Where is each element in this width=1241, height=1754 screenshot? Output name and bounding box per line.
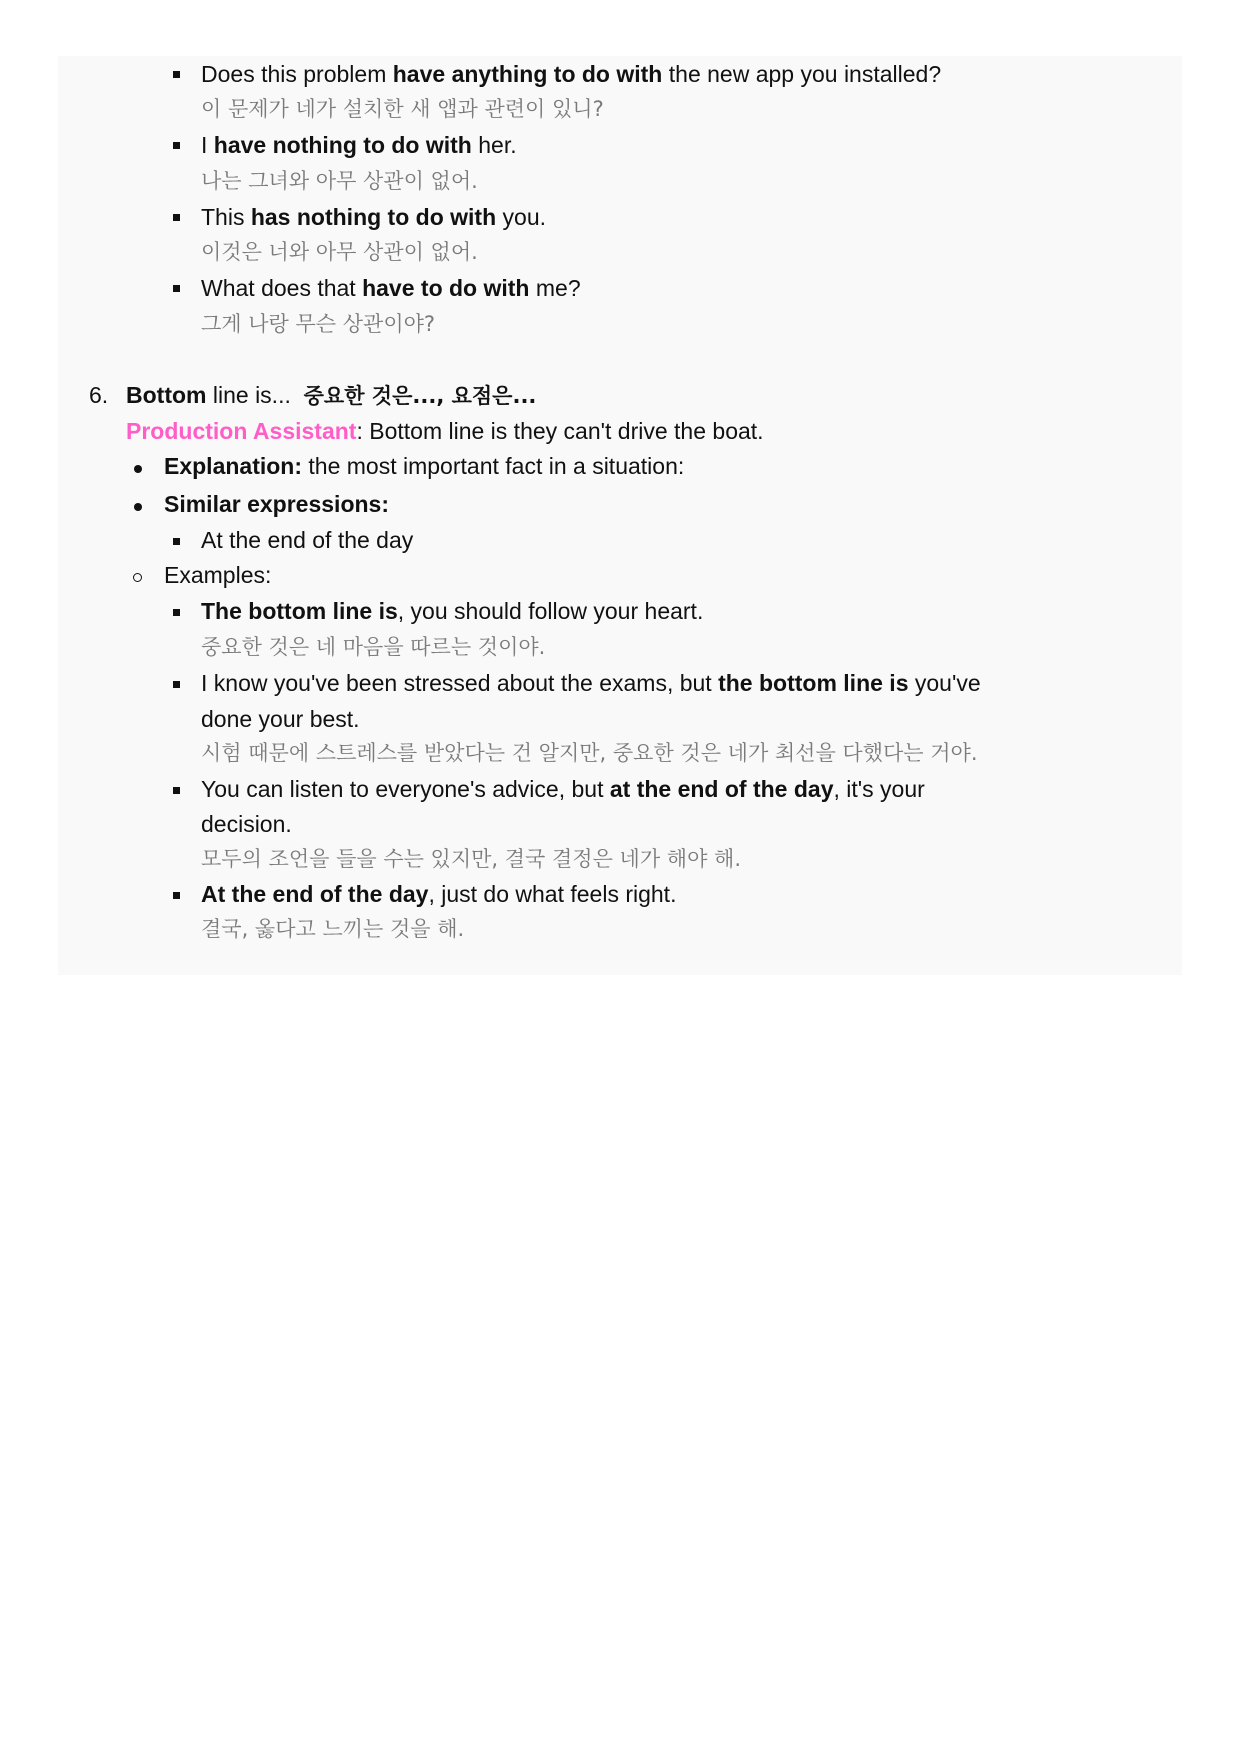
example-sentence-continued: done your best. (201, 706, 360, 732)
example-sentence: Does this problem have anything to do with the new app you installed? (201, 61, 942, 87)
section-title: Bottom line is... 중요한 것은..., 요점은... (126, 382, 537, 408)
square-bullet-icon (173, 892, 180, 899)
example-sentence: You can listen to everyone's advice, but at the end of the day, it's your (201, 776, 925, 802)
similar-expression: At the end of the day (201, 527, 414, 553)
example-sentence: I have nothing to do with her. (201, 132, 517, 158)
square-bullet-icon (173, 609, 180, 616)
similar-expressions-label: Similar expressions: (164, 491, 389, 517)
disc-bullet-icon (134, 503, 142, 511)
korean-translation: 그게 나랑 무슨 상관이야? (201, 312, 436, 336)
korean-translation: 모두의 조언을 들을 수는 있지만, 결국 결정은 네가 해야 해. (201, 847, 742, 871)
example-sentence: I know you've been stressed about the exams, but the bottom line is you've (201, 670, 981, 696)
square-bullet-icon (173, 787, 180, 794)
example-sentence: This has nothing to do with you. (201, 204, 547, 230)
circle-bullet-icon (133, 573, 142, 582)
square-bullet-icon (173, 214, 180, 221)
korean-translation: 결국, 옳다고 느끼는 것을 해. (201, 917, 465, 941)
korean-translation: 나는 그녀와 아무 상관이 없어. (201, 169, 478, 193)
disc-bullet-icon (134, 465, 142, 473)
korean-translation: 이 문제가 네가 설치한 새 앱과 관련이 있니? (201, 97, 604, 121)
square-bullet-icon (173, 71, 180, 78)
square-bullet-icon (173, 142, 180, 149)
example-sentence: What does that have to do with me? (201, 275, 581, 301)
korean-translation: 이것은 너와 아무 상관이 없어. (201, 240, 478, 264)
square-bullet-icon (173, 681, 180, 688)
korean-translation: 시험 때문에 스트레스를 받았다는 건 알지만, 중요한 것은 네가 최선을 다했다는 거야. (201, 741, 978, 765)
square-bullet-icon (173, 285, 180, 292)
section-number: 6. (89, 382, 109, 408)
square-bullet-icon (173, 538, 180, 545)
example-sentence: At the end of the day, just do what feels right. (201, 881, 677, 907)
korean-translation: 중요한 것은 네 마음을 따르는 것이야. (201, 635, 546, 659)
examples-label: Examples: (164, 562, 272, 588)
dialogue-quote: Production Assistant: Bottom line is they can't drive the boat. (126, 418, 764, 444)
example-sentence-continued: decision. (201, 811, 292, 837)
explanation: Explanation: the most important fact in a situation: (164, 453, 685, 479)
example-sentence: The bottom line is, you should follow your heart. (201, 598, 704, 624)
